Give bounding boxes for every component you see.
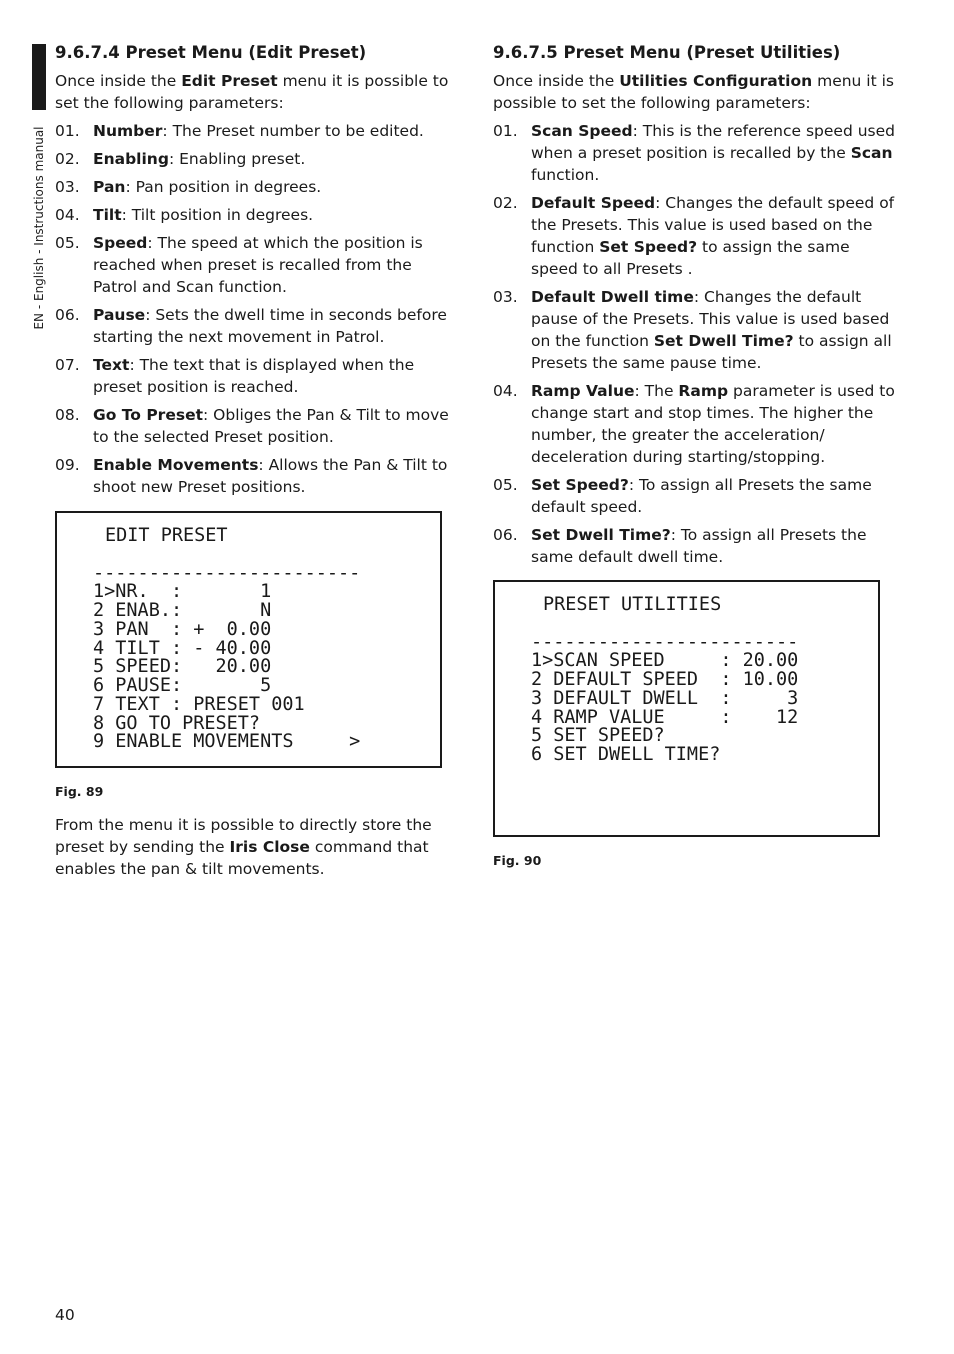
osd-title: PRESET UTILITIES [543, 594, 722, 615]
item-text: : To assign all Presets the same default speed. [531, 476, 872, 516]
list-item [55, 454, 455, 498]
item-desc: : The text that is displayed when the preset position is reached. [93, 356, 415, 396]
item-number: 06. [493, 526, 518, 544]
osd-line: ------------------------ [93, 562, 361, 584]
item-number: 01. [55, 122, 80, 140]
right-column [493, 42, 895, 869]
osd-line: 6 SET DWELL TIME? [531, 744, 721, 765]
item-desc: : Tilt position in degrees. [121, 206, 314, 224]
osd-line: 6 PAUSE: 5 [93, 675, 272, 696]
osd-line: 2 DEFAULT SPEED : 10.00 [531, 669, 799, 690]
item-text: Set Speed? [599, 238, 698, 256]
figure-caption: Fig. 90 [493, 853, 542, 868]
left-column [55, 42, 455, 880]
item-term: Tilt [93, 206, 122, 224]
item-desc: : Allows the Pan & Tilt to shoot new Preset positions. [93, 456, 448, 496]
item-term: Go To Preset [93, 406, 203, 424]
item-text: : The [634, 382, 679, 400]
item-number: 03. [55, 178, 80, 196]
list-item [55, 354, 455, 398]
item-term: Number [93, 122, 163, 140]
sidebar-marker-bar [32, 44, 46, 110]
item-number: 05. [493, 476, 518, 494]
item-text: Scan [850, 144, 893, 162]
osd-line: 5 SPEED: 20.00 [93, 656, 272, 678]
list-item [493, 474, 895, 518]
osd-line: 1>SCAN SPEED : 20.00 [531, 650, 799, 672]
osd-lines [93, 563, 360, 753]
item-number: 06. [55, 306, 80, 324]
item-desc: : The Preset number to be edited. [162, 122, 424, 140]
sidebar-label: EN - English - Instructions manual [32, 126, 46, 330]
osd-line: 1>NR. : 1 [93, 581, 272, 603]
item-desc: : The speed at which the position is reached when preset is recalled from the Patrol and Scan function. [93, 234, 423, 296]
item-number: 04. [493, 382, 518, 400]
item-text: to assign the same speed to all Presets . [531, 238, 850, 278]
item-text: to assign all Presets the same pause time. [531, 332, 892, 372]
item-desc: : Obliges the Pan & Tilt to move to the selected Preset position. [93, 406, 449, 446]
item-text: Scan Speed [531, 122, 633, 140]
list-item [55, 204, 455, 226]
osd-lines [531, 632, 798, 766]
list-item [55, 148, 455, 170]
item-desc: : Enabling preset. [168, 150, 306, 168]
list-item [55, 232, 455, 298]
item-text: Ramp Value [531, 382, 635, 400]
item-text: parameter is used to change start and stop times. The higher the number, the greater the acceleration/ deceleration during starting/stopping. [531, 382, 895, 466]
item-desc: : Pan position in degrees. [125, 178, 322, 196]
osd-screen-preset-utilities [493, 580, 880, 837]
item-number: 08. [55, 406, 80, 424]
item-number: 03. [493, 288, 518, 306]
osd-line: 3 PAN : + 0.00 [93, 618, 272, 640]
item-number: 05. [55, 234, 80, 252]
figure-caption: Fig. 89 [55, 784, 104, 799]
item-term: Pause [93, 306, 146, 324]
item-text: : To assign all Presets the same default dwell time. [531, 526, 867, 566]
list-item [493, 524, 895, 568]
item-text: Set Dwell Time? [653, 332, 794, 350]
item-number: 04. [55, 206, 80, 224]
item-term: Pan [93, 178, 126, 196]
osd-line: 8 GO TO PRESET? [93, 712, 261, 734]
item-term: Text [93, 356, 130, 374]
item-number: 01. [493, 122, 518, 140]
item-text: Default Speed [531, 194, 656, 212]
item-number: 07. [55, 356, 80, 374]
list-item [493, 286, 895, 374]
item-text: Set Speed? [531, 476, 629, 494]
item-text: : This is the reference speed used when a preset position is recalled by the [531, 122, 896, 162]
note-paragraph: From the menu it is possible to directly store the preset by sending the Iris Close command that enables the pan & tilt movements. [55, 816, 432, 878]
item-text: : Changes the default speed of the Presets. This value is used based on the function [531, 194, 895, 256]
item-desc: : Sets the dwell time in seconds before starting the next movement in Patrol. [93, 306, 447, 346]
item-text: : Changes the default pause of the Presets. This value is used based on the function [531, 288, 890, 350]
section-heading-preset-utilities: 9.6.7.5 Preset Menu (Preset Utilities) [493, 43, 841, 62]
item-text: Set Dwell Time? [531, 526, 671, 544]
item-term: Enabling [93, 150, 169, 168]
list-item [493, 380, 895, 468]
item-term: Speed [93, 234, 148, 252]
osd-line: 9 ENABLE MOVEMENTS > [93, 731, 361, 753]
item-term: Enable Movements [93, 456, 259, 474]
osd-line: 4 RAMP VALUE : 12 [531, 706, 799, 728]
intro-paragraph: Once inside the Edit Preset menu it is possible to set the following parameters: [55, 72, 449, 112]
list-item [55, 404, 455, 448]
list-item [493, 192, 895, 280]
item-text: Default Dwell time [531, 288, 694, 306]
parameter-list [493, 120, 895, 568]
parameter-list [55, 120, 455, 498]
list-item [55, 120, 455, 142]
section-heading-edit-preset: 9.6.7.4 Preset Menu (Edit Preset) [55, 43, 367, 62]
item-text: Ramp [678, 382, 729, 400]
list-item [55, 304, 455, 348]
osd-line: 2 ENAB.: N [93, 600, 272, 621]
osd-title: EDIT PRESET [105, 525, 228, 546]
item-text: function. [531, 166, 600, 184]
list-item [493, 120, 895, 186]
item-number: 09. [55, 456, 80, 474]
item-number: 02. [55, 150, 80, 168]
osd-line: 3 DEFAULT DWELL : 3 [531, 687, 799, 709]
list-item [55, 176, 455, 198]
osd-line: 7 TEXT : PRESET 001 [93, 693, 305, 715]
item-number: 02. [493, 194, 518, 212]
osd-line: 5 SET SPEED? [531, 725, 665, 747]
osd-line: 4 TILT : - 40.00 [93, 637, 272, 659]
page-number: 40 [55, 1306, 75, 1324]
intro-paragraph: Once inside the Utilities Configuration menu it is possible to set the following parameters: [493, 72, 895, 112]
osd-screen-edit-preset [55, 511, 442, 768]
osd-line: ------------------------ [531, 631, 799, 653]
